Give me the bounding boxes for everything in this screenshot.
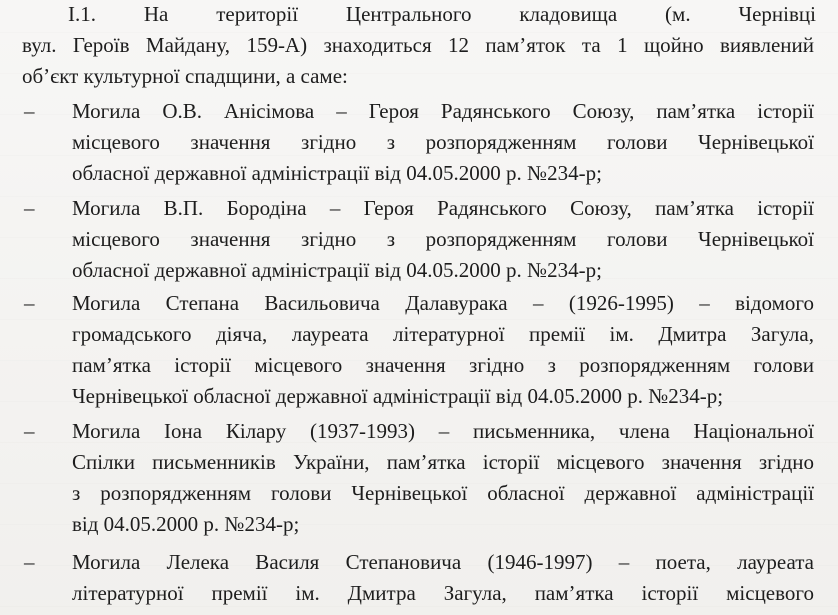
list-item-line: Могила Іона Кілару (1937-1993) – письменника, члена Національної (72, 419, 814, 443)
list-item-line: пам’ятка історії місцевого значення згідно з розпорядженням голови (72, 353, 814, 377)
dash-marker: – (24, 99, 35, 123)
list-item-line: Спілки письменників України, пам’ятка історії місцевого значення згідно (72, 450, 814, 474)
list-item-line: обласної державної адміністрації від 04.05.2000 р. №234-р; (72, 258, 602, 282)
list-item-line: Могила О.В. Анісімова – Героя Радянського Союзу, пам’ятка історії (72, 99, 814, 123)
dash-marker: – (24, 291, 35, 315)
list-item-line: Могила Лелека Василя Степановича (1946-1997) – поета, лауреата (72, 550, 814, 574)
list-item-line: Чернівецької обласної державної адміністрації від 04.05.2000 р. №234-р; (72, 384, 724, 408)
list-item-line: Могила Степана Васильовича Далавурака – (1926-1995) – відомого (72, 291, 814, 315)
list-item-line: громадського діяча, лауреата літературної премії ім. Дмитра Загула, (72, 322, 814, 346)
list-item-line: літературної премії ім. Дмитра Загула, пам’ятка історії місцевого (72, 581, 814, 605)
list-item-line: Могила В.П. Бородіна – Героя Радянського Союзу, пам’ятка історії (72, 196, 814, 220)
dash-marker: – (24, 196, 35, 220)
dash-marker: – (24, 550, 35, 574)
list-item-line: з розпорядженням голови Чернівецької обласної державної адміністрації (72, 481, 814, 505)
list-item-line: місцевого значення згідно з розпорядженням голови Чернівецької (72, 130, 814, 154)
intro-line-2: вул. Героїв Майдану, 159-А) знаходиться 12 пам’яток та 1 щойно виявлений (22, 33, 814, 57)
dash-marker: – (24, 419, 35, 443)
intro-line-1: I.1. На території Центрального кладовища (м. Чернівці (68, 2, 816, 26)
list-item-line: обласної державної адміністрації від 04.05.2000 р. №234-р; (72, 161, 602, 185)
list-item-line: місцевого значення згідно з розпорядженням голови Чернівецької (72, 227, 814, 251)
intro-line-3: об’єкт культурної спадщини, а саме: (22, 64, 348, 88)
list-item-line: від 04.05.2000 р. №234-р; (72, 512, 300, 536)
